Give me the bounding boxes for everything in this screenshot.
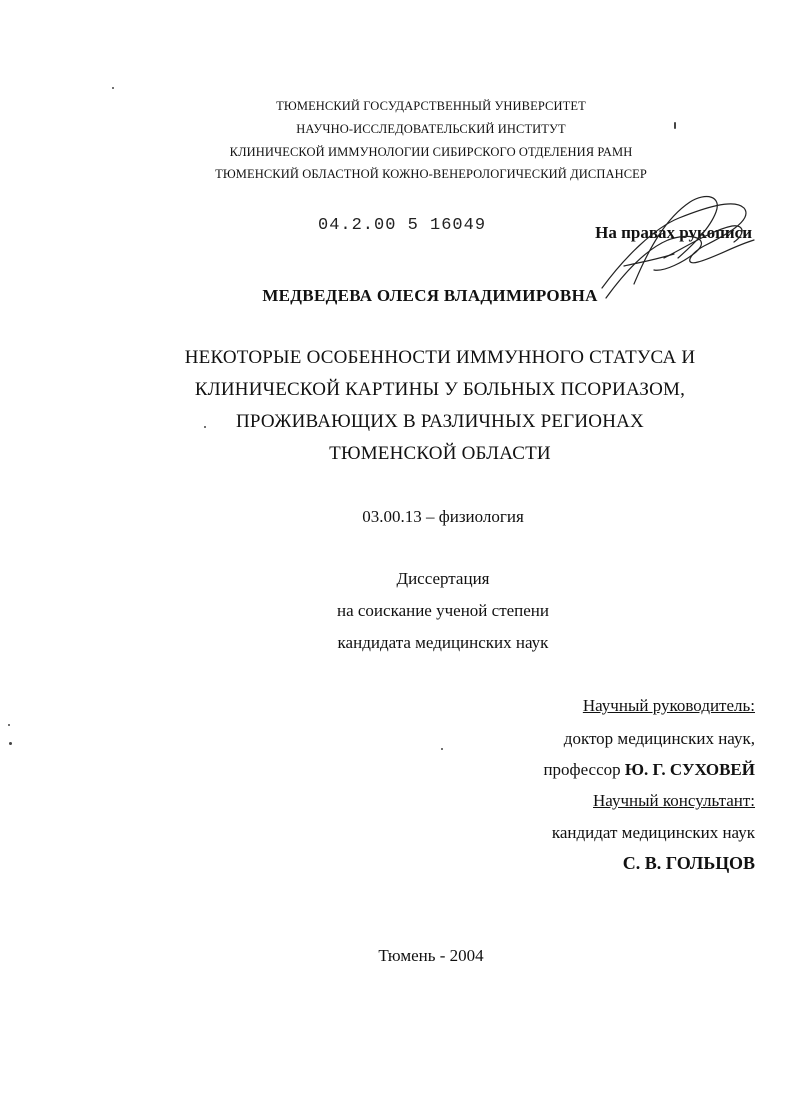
author-name: МЕДВЕДЕВА ОЛЕСЯ ВЛАДИМИРОВНА [262,286,598,305]
institute-department: КЛИНИЧЕСКОЙ ИММУНОЛОГИИ СИБИРСКОГО ОТДЕЛЕНИЯ РАМН [229,145,633,159]
specialty-code: 03.00.13 – физиология [362,507,524,526]
institute-name: НАУЧНО-ИССЛЕДОВАТЕЛЬСКИЙ ИНСТИТУТ [296,122,566,136]
dissertation-title-line: НЕКОТОРЫЕ ОСОБЕННОСТИ ИММУННОГО СТАТУСА И [184,347,696,368]
registration-stamp-number: 04.2.00 5 16049 [318,216,487,235]
supervisor-title: профессор [543,760,621,779]
supervisor-name: Ю. Г. СУХОВЕЙ [624,760,755,779]
scan-speck [674,122,676,129]
consultant-label: Научный консультант: [593,791,755,810]
dispensary-name: ТЮМЕНСКИЙ ОБЛАСТНОЙ КОЖНО-ВЕНЕРОЛОГИЧЕСКИЙ ДИСПАНСЕР [215,167,647,181]
degree-name: кандидата медицинских наук [337,633,549,652]
supervisor-label: Научный руководитель: [582,696,755,715]
consultant-name: С. В. ГОЛЬЦОВ [622,853,755,873]
consultant-degree: кандидат медицинских наук [551,823,755,842]
city-year: Тюмень - 2004 [378,946,484,965]
dissertation-title-line: КЛИНИЧЕСКОЙ КАРТИНЫ У БОЛЬНЫХ ПСОРИАЗОМ, [194,379,686,400]
rights-note: На правах рукописи [595,223,752,242]
dissertation-title-line: ПРОЖИВАЮЩИХ В РАЗЛИЧНЫХ РЕГИОНАХ [236,411,644,432]
scan-speck [204,426,206,428]
document-type: Диссертация [396,569,490,588]
scan-speck [441,748,443,750]
dissertation-title-line: ТЮМЕНСКОЙ ОБЛАСТИ [329,443,551,464]
supervisor-degree: доктор медицинских наук, [563,729,755,748]
degree-purpose: на соискание ученой степени [336,601,550,620]
scan-speck [112,87,114,89]
scan-speck [8,724,10,726]
university-name: ТЮМЕНСКИЙ ГОСУДАРСТВЕННЫЙ УНИВЕРСИТЕТ [276,99,586,113]
scan-speck [9,742,12,745]
supervisor-title-name [543,760,755,780]
